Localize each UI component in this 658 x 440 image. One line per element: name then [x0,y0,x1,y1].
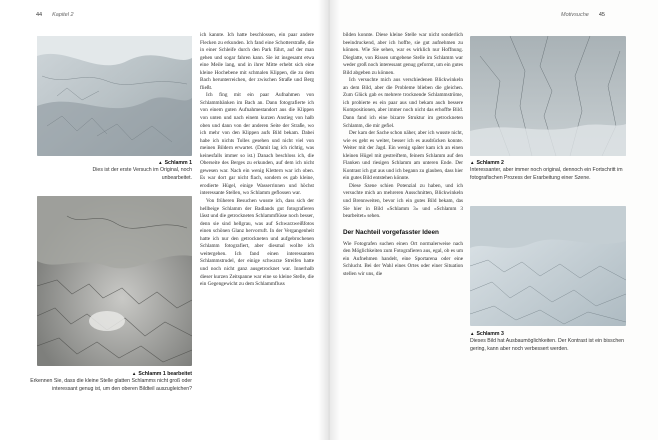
paragraph: Ich versuchte mich aus verschiedenen Blickwinkeln an dem Bild, aber die Probleme blieben die gleichen. Zum Glück gab es mehrere trocknende Schlammströme, ich probierte es ein paar aus und bekam auch bessere Kompositionen, aber immer noch nicht das erhoffte Bild. Dann fand ich eine bizarre Struktur im getrockneten Schlamm, die mir gefiel. [343,77,463,129]
mud-photo-2 [470,36,626,156]
left-page-header [36,12,74,18]
caption-label: Schlamm 1 [164,160,192,166]
triangle-marker-icon: ▲ [158,160,163,165]
paragraph: Wie Fotografen suchen einen Ort normalerweise nach den Möglichkeiten zum Fotografieren aus, egal, ob es um ein Aufnehmen handelt, eine Sportarena oder eine Schlucht. Bei der Wahl eines Ortes oder einer Situation stellen wir uns, die [343,240,463,277]
caption-text: Interessanter, aber immer noch original, dennoch ein Fortschritt im fotografischen Prozess der Erarbeitung einer Szene. [470,167,623,181]
triangle-marker-icon: ▲ [470,331,475,336]
caption-schlamm-1 [80,159,192,182]
right-chapter-title: Motivsuche [561,12,589,18]
photo-schlamm-1 [37,36,192,156]
mud-photo-3 [470,206,626,326]
right-page-header [561,12,605,18]
photo-schlamm-2 [470,36,626,156]
paragraph: Diese Szene schien Potenzial zu haben, und ich versuchte mich an mehreren Ausschnitten, Blickwinkeln und Brennweiten, bevor ich ein gutes Bild bekam, das Sie hier in Bild »Schlamm 3« und »Schlamm 3 bearbeitet« sehen. [343,182,463,220]
caption-text: Dies ist der erste Versuch im Original, noch unbearbeitet. [92,167,192,181]
caption-text: Erkennen Sie, dass die kleine Stelle glatten Schlamms nicht groß oder interessant genug ist, um den oberen Bildteil auszugleichen? [30,378,192,392]
triangle-marker-icon: ▲ [131,371,137,376]
caption-schlamm-3 [470,330,626,353]
photo-schlamm-1-bearbeitet [37,196,192,366]
caption-text: Dieses Bild hat Ausbaumöglichkeiten. Der Kontrast ist ein bisschen gering, kann aber noch verbessert werden. [470,338,624,352]
paragraph: Der kam der Sache schon näher, aber ich wusste nicht, wie es geht es weiter, besser ich es ausdrücken konnte. Weiter mit der Jagd. Ein wenig später kam ich an einen kleinen Hügel mit gestreiftem, feinem Schlamm auf den Flanken und riesigen Schlamm am unteren Ende. Der Kontrast ich gut aus und ich begann zu glauben, dass hier ein gutes Bild entstehen könnte. [343,130,463,182]
caption-label: Schlamm 2 [476,160,504,166]
mud-photo-1-edited [37,196,192,366]
triangle-marker-icon: ▲ [470,160,475,165]
paragraph: bilden konnte. Diese kleine Stelle war nicht sonderlich beeindruckend, aber ich hoffte, sie gut aufnehmen zu können. Wie Sie sehen, war es wirklich nur Hoffnung. Dieglatte, von Rissen umgebene Stelle im Schlamm war weder groß noch interessant genug geformt, um ein gutes Bild abgeben zu können. [343,32,463,76]
right-page-number: 45 [598,12,605,18]
caption-label: Schlamm 1 bearbeitet [138,371,192,377]
paragraph: Von früheren Besuchen wusste ich, dass sich der hellbeige Schlamm der Badlands gut fotografieren lässt und die getrockneten Schlammflüsse noch besser, denn sie sind hellgrau, was auf Schwarzweißfotos einen schönen Glanz hervorruft. In der Vergangenheit hatte ich nur den getrockneten und aufgebrochenen Schlamm fotografiert, aber diesmal wollte ich weitergehen. Ich fand einen interessanten Schlammstrudel, der einige schwarze Streifen hatte und noch nicht ganz ausgetrocknet war. Innerhalb dieser kurzen Zeitspanne war eine so kleine Stelle, die ein Gegengewicht zu dem Schlammfluss [200,198,314,288]
section-heading: Der Nachteil vorgefasster Ideen [343,228,439,236]
right-body-column [343,32,463,432]
paragraph: Ich fing mit ein paar Aufnahmen von Schlammbänken im Bach an. Dann fotografierte ich von einem guten Aufnahmestandort aus die Klippen von unten und nach einem kurzen Anstieg von halb oben und dann von der anderen Seite der Straße, wo ich mehr von den Klippen aufs Bild bekam. Dabei habe ich nichts Tolles gesehen und nicht viel von meinen Bildern erwartet. (Damit lag ich richtig, was keinesfalls immer so ist.) Danach beschloss ich, die Oberseite des Berges zu erkunden, auf dem ich nicht gewesen war. Nach ein wenig Klettern war ich oben. Es war dort gar nicht flach, sondern es gab kleine, erodierte Hügel, einige Wasserrinnen und höchst interessante Stellen, wo Schlamm geflossen war. [200,92,314,197]
left-body-column [200,32,314,432]
book-gutter-shadow [318,0,340,440]
caption-label: Schlamm 3 [476,331,504,337]
left-page-number: 44 [36,12,43,18]
right-page [329,0,658,440]
left-chapter-title: Kapitel 2 [52,12,74,18]
caption-schlamm-2 [470,159,626,182]
mud-photo-1 [37,36,192,156]
caption-schlamm-1-bearbeitet [30,370,192,393]
photo-schlamm-3 [470,206,626,326]
paragraph: ich kannte. Ich hatte beschlossen, ein paar andere Flecken zu erkunden. Ich fand eine Schotterstraße, die in einer Schleife durch den Park führt, auf der man gehen und sogar fahren kann. Sie ist insgesamt etwa eine Meile lang, und in ihrer Mitte erhebt sich eine kleine Hochebene mit schmalen Klippen, die zu dem Bach herunterreichen, der zwischen Straße und Berg fließt. [200,32,314,91]
